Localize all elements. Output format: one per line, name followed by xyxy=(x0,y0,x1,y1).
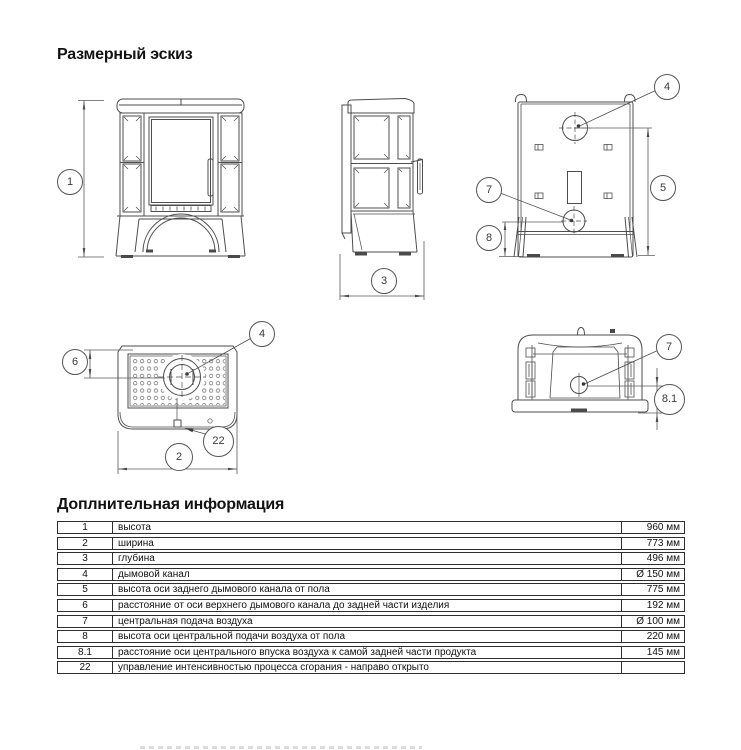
row-value xyxy=(621,662,684,673)
row-value: 773 мм xyxy=(621,538,684,549)
table-row xyxy=(57,615,685,628)
bottom-view xyxy=(512,328,666,431)
row-value: 220 мм xyxy=(621,631,684,642)
row-description: высота оси заднего дымового канала от пола xyxy=(118,584,330,596)
front-view xyxy=(78,99,245,258)
row-number: 22 xyxy=(58,662,113,673)
table-row xyxy=(57,552,685,565)
row-value: 775 мм xyxy=(621,584,684,595)
row-description: расстояние оси центрального впуска воздуха к самой задней части продукта xyxy=(118,646,477,658)
row-number: 8.1 xyxy=(58,647,113,658)
cropped-next-line-artifact xyxy=(140,746,422,749)
table-row xyxy=(57,661,685,674)
row-number: 6 xyxy=(58,600,113,611)
table-row xyxy=(57,537,685,550)
rear-view xyxy=(499,91,656,258)
row-value: 496 мм xyxy=(621,553,684,564)
balloon-flue-offset: 6 xyxy=(62,349,88,375)
combustion-control xyxy=(174,420,181,427)
balloon-flue-height: 5 xyxy=(650,175,676,201)
balloon-width: 2 xyxy=(165,443,193,471)
balloon-flue-top: 4 xyxy=(249,321,275,347)
row-description: высота xyxy=(118,522,151,533)
row-value: 960 мм xyxy=(621,522,684,533)
row-description: управление интенсивностью процесса сгорания - направо открыто xyxy=(118,662,429,674)
table-row xyxy=(57,630,685,643)
table-row xyxy=(57,599,685,612)
balloon-air-height: 8 xyxy=(476,225,502,251)
additional-info-table xyxy=(57,521,685,677)
row-value: 145 мм xyxy=(621,647,684,658)
row-value: 192 мм xyxy=(621,600,684,611)
balloon-air-bottom: 7 xyxy=(656,334,682,360)
balloon-air-offset: 8.1 xyxy=(654,384,685,415)
row-number: 4 xyxy=(58,569,113,580)
row-number: 7 xyxy=(58,616,113,627)
table-row xyxy=(57,568,685,581)
balloon-depth: 3 xyxy=(371,268,397,294)
row-value: Ø 100 мм xyxy=(621,616,684,627)
balloon-height: 1 xyxy=(57,169,83,195)
balloon-flue-rear: 4 xyxy=(654,74,680,100)
row-number: 1 xyxy=(58,522,113,533)
table-row xyxy=(57,583,685,596)
balloon-air-rear: 7 xyxy=(476,177,502,203)
row-description: глубина xyxy=(118,553,155,565)
balloon-control: 22 xyxy=(203,426,234,457)
row-description: расстояние от оси верхнего дымового канала до задней части изделия xyxy=(118,599,450,611)
row-number: 8 xyxy=(58,631,113,642)
drawing-section-title: Размерный эскиз xyxy=(57,46,193,63)
row-description: центральная подача воздуха xyxy=(118,615,253,627)
row-value: Ø 150 мм xyxy=(621,569,684,580)
row-description: дымовой канал xyxy=(118,568,190,580)
info-section-title: Доплнительная информация xyxy=(57,496,285,513)
row-number: 3 xyxy=(58,553,113,564)
row-description: ширина xyxy=(118,537,154,549)
table-row xyxy=(57,521,685,534)
row-description: высота оси центральной подачи воздуха от пола xyxy=(118,631,346,643)
row-number: 2 xyxy=(58,538,113,549)
table-row xyxy=(57,646,685,659)
row-number: 5 xyxy=(58,584,113,595)
